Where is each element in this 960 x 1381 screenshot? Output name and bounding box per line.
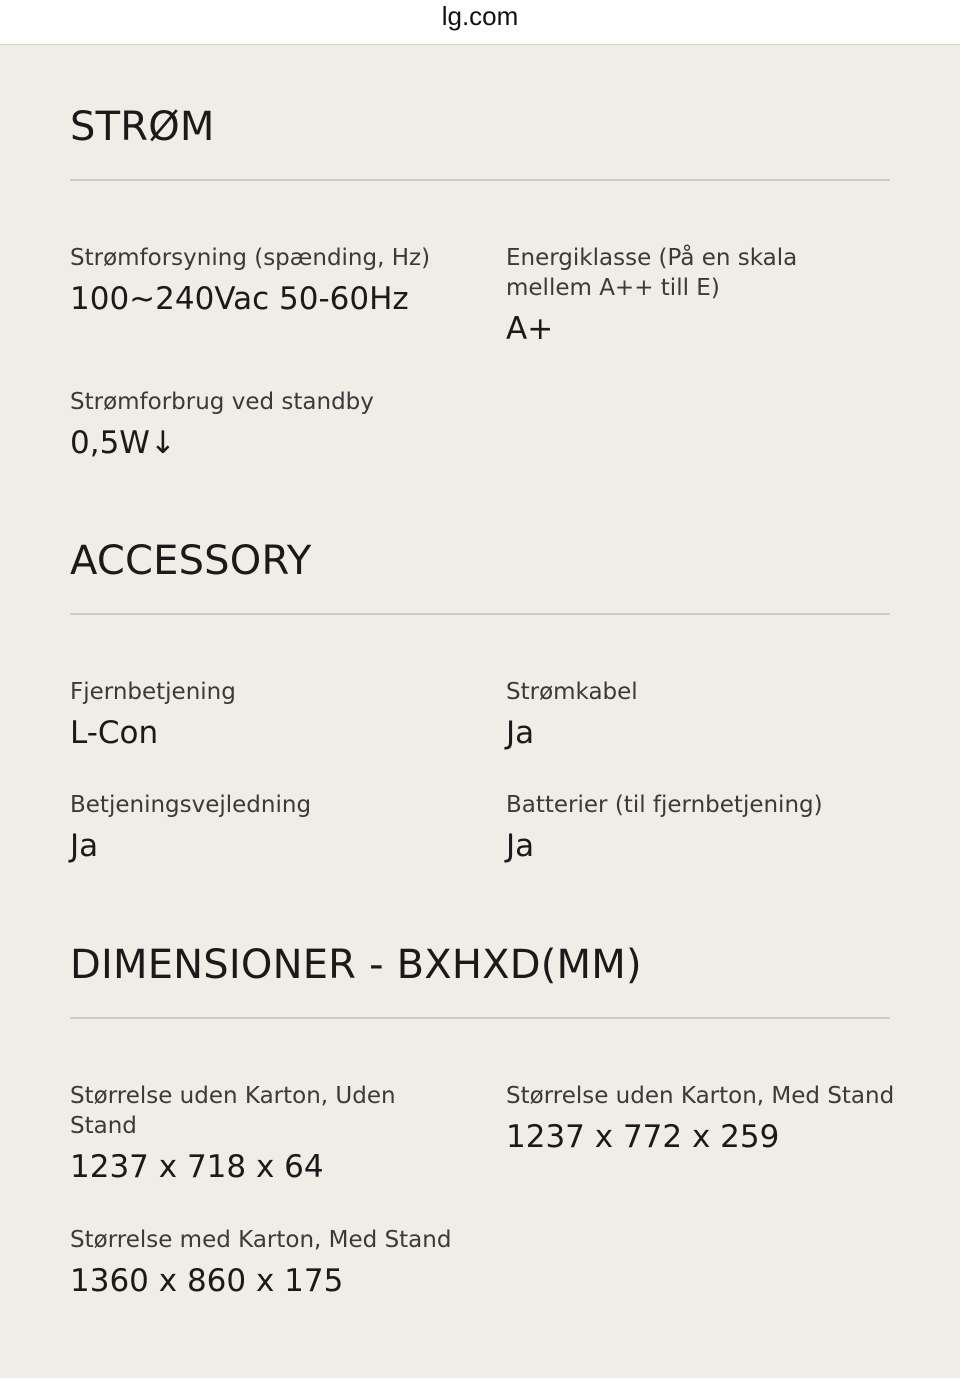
spec-size-no-box-no-stand — [70, 1081, 450, 1187]
spec-label: Batterier (til fjernbetjening) — [506, 792, 823, 818]
spec-standby-consumption — [70, 387, 450, 463]
spec-label: Fjernbetjening — [70, 679, 236, 705]
spec-label: Størrelse uden Karton, Uden Stand — [70, 1083, 396, 1139]
spec-value: Ja — [506, 828, 535, 864]
spec-label: Betjeningsvejledning — [70, 792, 312, 818]
section-divider — [70, 179, 890, 181]
spec-batteries — [506, 790, 886, 866]
section-title: ACCESSORY — [70, 538, 312, 584]
spec-label: Energiklasse (På en skala mellem A++ till E) — [506, 245, 798, 301]
section-divider — [70, 1017, 890, 1019]
spec-value: 0,5W↓ — [70, 425, 176, 461]
section-title: STRØM — [70, 104, 215, 150]
spec-power-supply — [70, 243, 450, 319]
spec-value: Ja — [70, 828, 99, 864]
url-text[interactable]: lg.com — [441, 1, 519, 31]
spec-value: Ja — [506, 715, 535, 751]
spec-size-with-box-with-stand — [70, 1225, 490, 1301]
spec-value: 1360 x 860 x 175 — [70, 1263, 344, 1299]
spec-label: Strømforbrug ved standby — [70, 389, 374, 415]
spec-remote — [70, 677, 450, 753]
spec-energy-class — [506, 243, 886, 349]
spec-value: A+ — [506, 311, 554, 347]
spec-size-no-box-with-stand — [506, 1081, 906, 1157]
spec-label: Størrelse uden Karton, Med Stand — [506, 1083, 895, 1109]
spec-value: 100~240Vac 50-60Hz — [70, 281, 409, 317]
spec-label: Strømkabel — [506, 679, 638, 705]
spec-value: 1237 x 772 x 259 — [506, 1119, 780, 1155]
spec-label: Størrelse med Karton, Med Stand — [70, 1227, 452, 1253]
spec-label: Strømforsyning (spænding, Hz) — [70, 245, 431, 271]
spec-value: 1237 x 718 x 64 — [70, 1149, 324, 1185]
spec-value: L-Con — [70, 715, 159, 751]
section-title: DIMENSIONER - BXHXD(MM) — [70, 942, 642, 988]
spec-manual — [70, 790, 450, 866]
section-divider — [70, 613, 890, 615]
browser-address-bar[interactable] — [0, 0, 960, 45]
spec-power-cable — [506, 677, 886, 753]
